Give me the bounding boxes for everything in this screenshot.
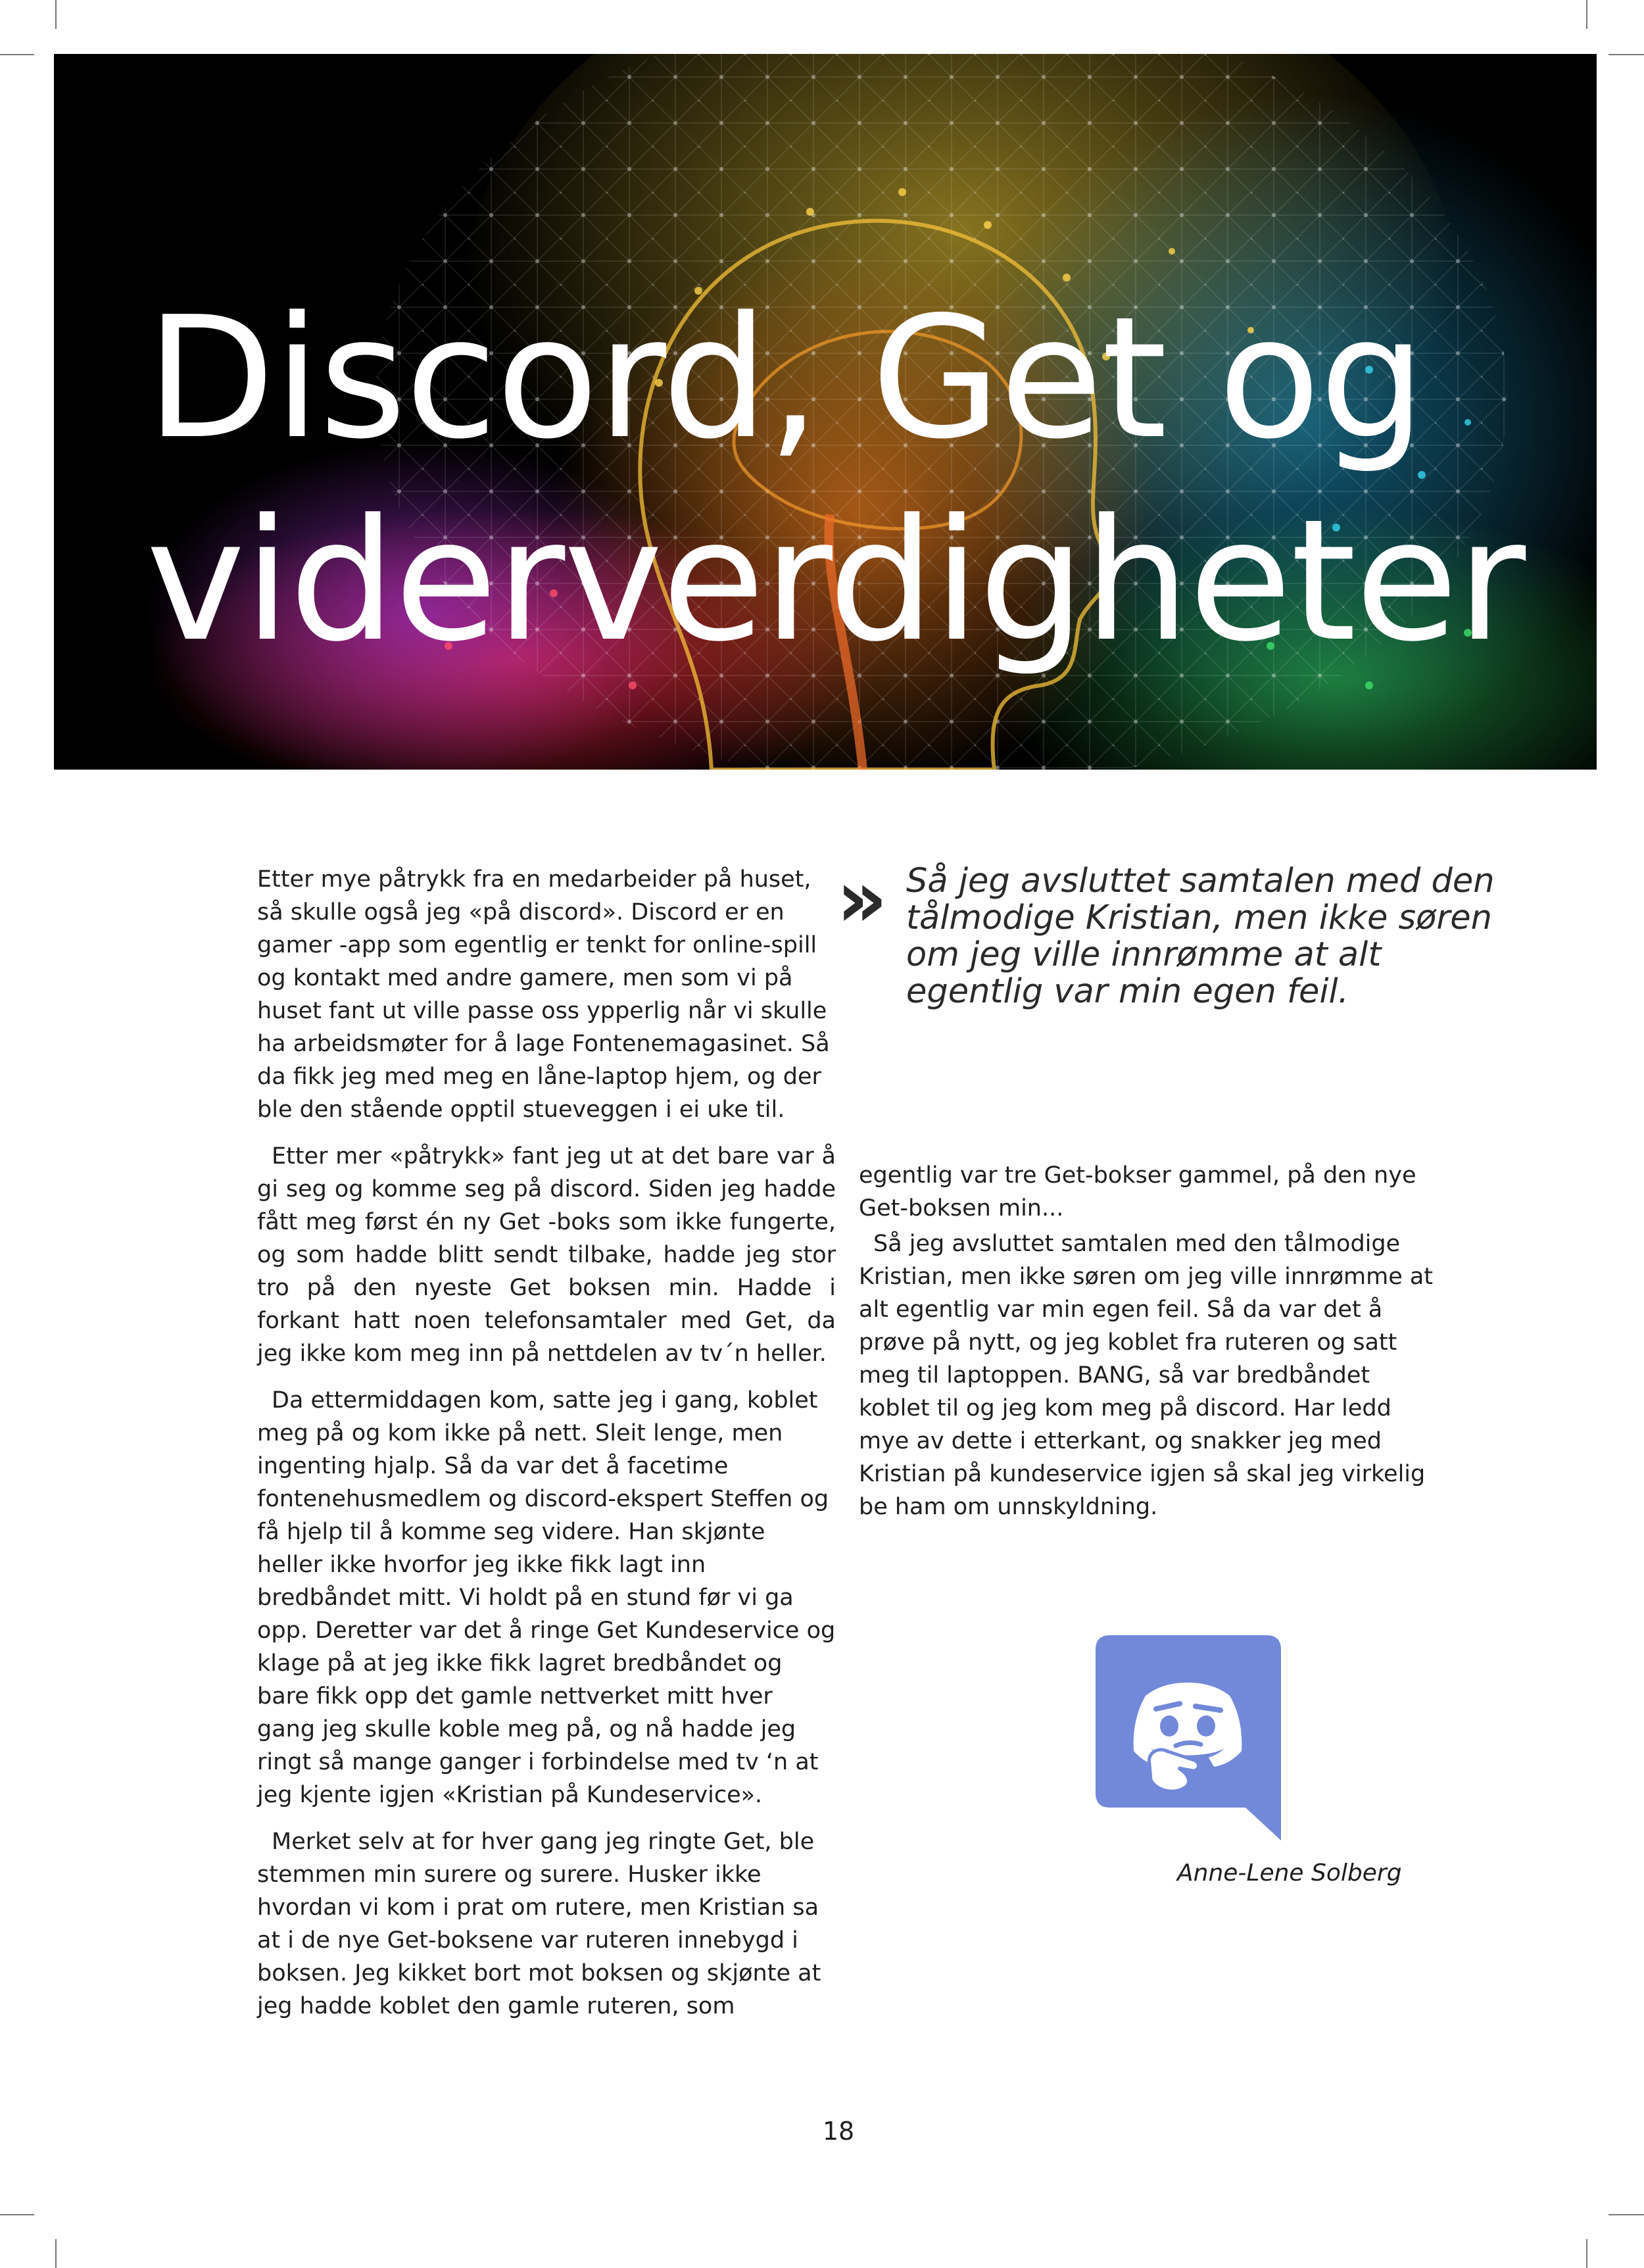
crop-mark bbox=[1586, 0, 1587, 29]
paragraph: Etter mye påtrykk fra en medarbeider på huset, så skulle også jeg «på discord». Discord er en gamer -app som egentlig er tenkt for online-spill og kontakt med andre gamere, men som vi på huset fant ut ville passe oss ypperlig når vi skulle ha arbeidsmøter for å lage Fontenemagasinet. Så da fikk jeg med meg en låne-laptop hjem, og der ble den stående opptil stueveggen i ei uke til. bbox=[257, 866, 830, 1123]
crop-mark bbox=[1586, 2239, 1587, 2268]
crop-mark bbox=[1608, 2214, 1644, 2215]
discord-thinking-logo-icon bbox=[1096, 1635, 1281, 1840]
page-title bbox=[146, 278, 1524, 683]
crop-mark bbox=[1608, 54, 1644, 55]
paragraph: Da ettermiddagen kom, satte jeg i gang, koblet meg på og kom ikke på nett. Sleit lenge, men ingenting hjalp. Så da var det å facetime fontenehusmedlem og discord-ekspert Steffen og få hjelp til å komme seg videre. Han skjønte heller ikke hvorfor jeg ikke fikk lagt inn bredbåndet mitt. Vi holdt på en stund før vi ga opp. Deretter var det å ringe Get Kundeservice og klage på at jeg ikke fikk lagret bredbåndet og bare fikk opp det gamle nettverket mitt hver gang jeg skulle koble meg på, og nå hadde jeg ringt så mange ganger i forbindelse med tv ‘n at jeg kjente igjen «Kristian på Kundeservice». bbox=[257, 1387, 836, 1808]
right-text-column bbox=[859, 1159, 1438, 1537]
paragraph: Så jeg avsluttet samtalen med den tålmodige Kristian, men ikke søren om jeg ville innrømme at alt egentlig var min egen feil. Så da var det å prøve på nytt, og jeg koblet fra ruteren og satt meg til laptoppen. BANG, så var bredbåndet koblet til og jeg kom meg på discord. Har ledd mye av dette i etterkant, og snakker jeg med Kristian på kundeservice igjen så skal jeg virkelig be ham om unnskyldning. bbox=[859, 1231, 1434, 1520]
quote-mark-icon: » bbox=[836, 854, 888, 945]
left-text-column bbox=[257, 863, 836, 2036]
paragraph: Merket selv at for hver gang jeg ringte Get, ble stemmen min surere og surere. Husker ikke hvordan vi kom i prat om rutere, men Kristian sa at i de nye Get-boksene var ruteren innebygd i boksen. Jeg kikket bort mot boksen og skjønte at jeg hadde koblet den gamle ruteren, som bbox=[257, 1829, 821, 2019]
title-line-2: viderverdigheter bbox=[146, 483, 1525, 679]
crop-mark bbox=[0, 2214, 34, 2215]
crop-mark bbox=[55, 2239, 57, 2268]
page-number: 18 bbox=[822, 2117, 855, 2146]
paragraph: egentlig var tre Get-bokser gammel, på den nye Get-boksen min... bbox=[859, 1162, 1416, 1221]
crop-mark bbox=[0, 54, 34, 55]
paragraph: Etter mer «påtrykk» fant jeg ut at det bare var å gi seg og komme seg på discord. Siden jeg hadde fått meg først én ny Get -boks som ikke fungerte, og som hadde blitt sendt tilbake, hadde jeg stor tro på den nyeste Get boksen min. Hadde i forkant hatt noen telefonsamtaler med Get, da jeg ikke kom meg inn på nettdelen av tv´n heller. bbox=[257, 1143, 836, 1367]
pull-quote: Så jeg avsluttet samtalen med den tålmodige Kristian, men ikke søren om jeg ville innrømme at alt egentlig var min egen feil. bbox=[906, 862, 1495, 1011]
author-name: Anne-Lene Solberg bbox=[1177, 1860, 1402, 1886]
hero-image bbox=[54, 54, 1597, 770]
title-line-1: Discord, Get og bbox=[146, 281, 1425, 476]
crop-mark bbox=[55, 0, 57, 29]
